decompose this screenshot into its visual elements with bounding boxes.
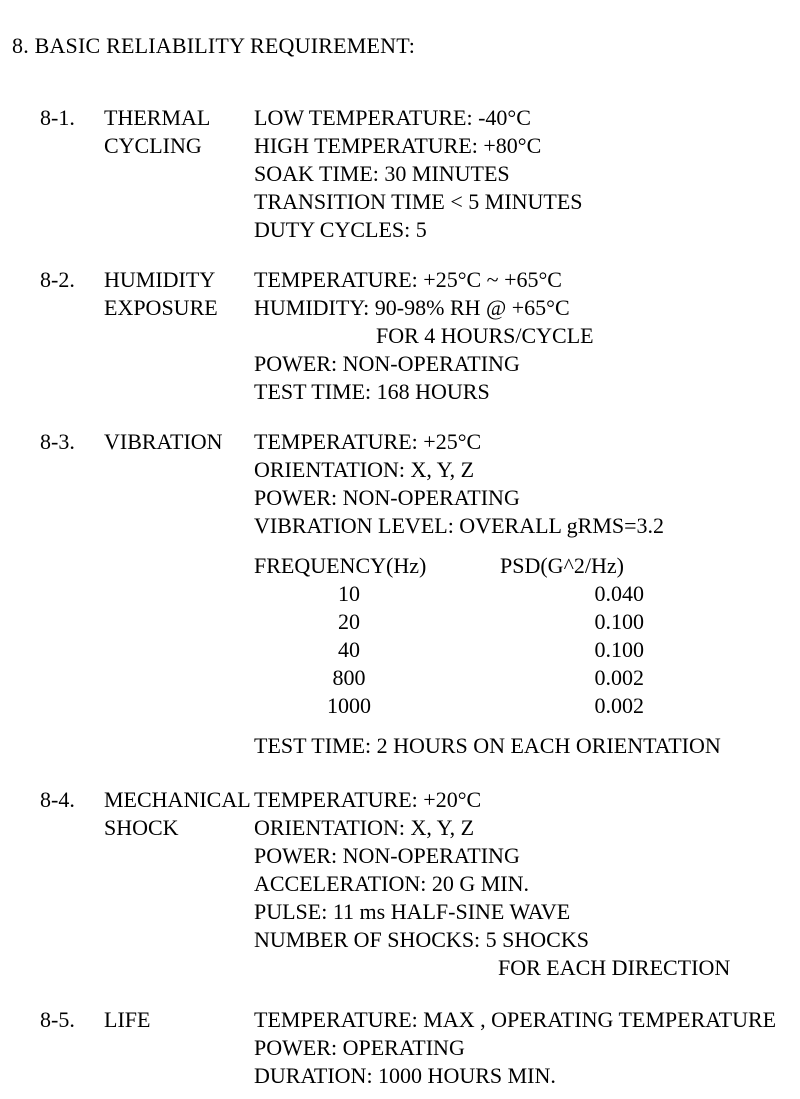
section-title-line: HUMIDITY	[104, 267, 216, 292]
spec-line: ACCELERATION: 20 G MIN.	[254, 871, 529, 896]
table-cell: 1000	[327, 693, 371, 718]
spec-line: ORIENTATION: X, Y, Z	[254, 457, 475, 482]
spec-line: POWER: NON-OPERATING	[254, 843, 520, 868]
table-row	[254, 664, 680, 692]
table-row	[254, 636, 680, 664]
section-number: 8-4.	[40, 787, 75, 812]
spec-line: TEMPERATURE: MAX , OPERATING TEMPERATURE	[254, 1007, 777, 1032]
table-row	[254, 608, 680, 636]
table-cell: 0.002	[594, 693, 644, 718]
spec-line: POWER: OPERATING	[254, 1035, 465, 1060]
table-cell: 0.002	[594, 665, 644, 690]
section-number: 8-3.	[40, 429, 75, 454]
table-cell: 800	[332, 665, 366, 690]
section-number: 8-2.	[40, 267, 75, 292]
section-content	[254, 428, 794, 760]
section-number: 8-5.	[40, 1007, 75, 1032]
spec-line: TEMPERATURE: +25°C ~ +65°C	[254, 267, 562, 292]
section-title	[104, 786, 251, 842]
spec-line: VIBRATION LEVEL: OVERALL gRMS=3.2	[254, 513, 665, 538]
section-title	[104, 428, 244, 456]
section-content	[254, 786, 794, 982]
table-cell: 0.040	[594, 581, 644, 606]
spec-line: TEST TIME: 2 HOURS ON EACH ORIENTATION	[254, 733, 721, 758]
spec-line: ORIENTATION: X, Y, Z	[254, 815, 475, 840]
spec-line: FOR 4 HOURS/CYCLE	[376, 323, 594, 348]
table-row	[254, 692, 680, 720]
spec-line: POWER: NON-OPERATING	[254, 485, 520, 510]
section-title-line: THERMAL	[104, 105, 211, 130]
spec-line: NUMBER OF SHOCKS: 5 SHOCKS	[254, 927, 589, 952]
table-header-row	[254, 552, 680, 580]
spec-line: LOW TEMPERATURE: -40°C	[254, 105, 531, 130]
spec-line: TEST TIME: 168 HOURS	[254, 379, 490, 404]
section-content	[254, 104, 794, 244]
spec-line: DUTY CYCLES: 5	[254, 217, 427, 242]
spec-line: TEMPERATURE: +25°C	[254, 429, 482, 454]
table-cell: 0.100	[594, 609, 644, 634]
vibration-psd-table	[254, 552, 680, 720]
spec-line: FOR EACH DIRECTION	[498, 955, 731, 980]
section-content	[254, 1006, 794, 1090]
section-number: 8-1.	[40, 105, 75, 130]
section-title-line: CYCLING	[104, 133, 202, 158]
section-title-line: VIBRATION	[104, 429, 223, 454]
section-title-line: MECHANICAL	[104, 787, 251, 812]
section-title-line: LIFE	[104, 1007, 151, 1032]
section-title	[104, 1006, 244, 1034]
section-title-line: SHOCK	[104, 815, 179, 840]
section-title-line: EXPOSURE	[104, 295, 218, 320]
spec-line: TRANSITION TIME < 5 MINUTES	[254, 189, 583, 214]
table-row	[254, 580, 680, 608]
column-header-psd: PSD(G^2/Hz)	[500, 553, 624, 578]
column-header-frequency: FREQUENCY(Hz)	[254, 553, 427, 578]
spec-line: DURATION: 1000 HOURS MIN.	[254, 1063, 556, 1088]
spec-line: SOAK TIME: 30 MINUTES	[254, 161, 510, 186]
spec-line: HIGH TEMPERATURE: +80°C	[254, 133, 542, 158]
section-title	[104, 266, 244, 322]
section-heading: 8. BASIC RELIABILITY REQUIREMENT:	[12, 33, 416, 58]
table-cell: 20	[338, 609, 360, 634]
spec-line: TEMPERATURE: +20°C	[254, 787, 482, 812]
table-cell: 40	[338, 637, 360, 662]
spec-line: POWER: NON-OPERATING	[254, 351, 520, 376]
table-cell: 0.100	[594, 637, 644, 662]
table-cell: 10	[338, 581, 360, 606]
spec-line: HUMIDITY: 90-98% RH @ +65°C	[254, 295, 570, 320]
spec-line: PULSE: 11 ms HALF-SINE WAVE	[254, 899, 571, 924]
section-content	[254, 266, 794, 406]
section-title	[104, 104, 244, 160]
